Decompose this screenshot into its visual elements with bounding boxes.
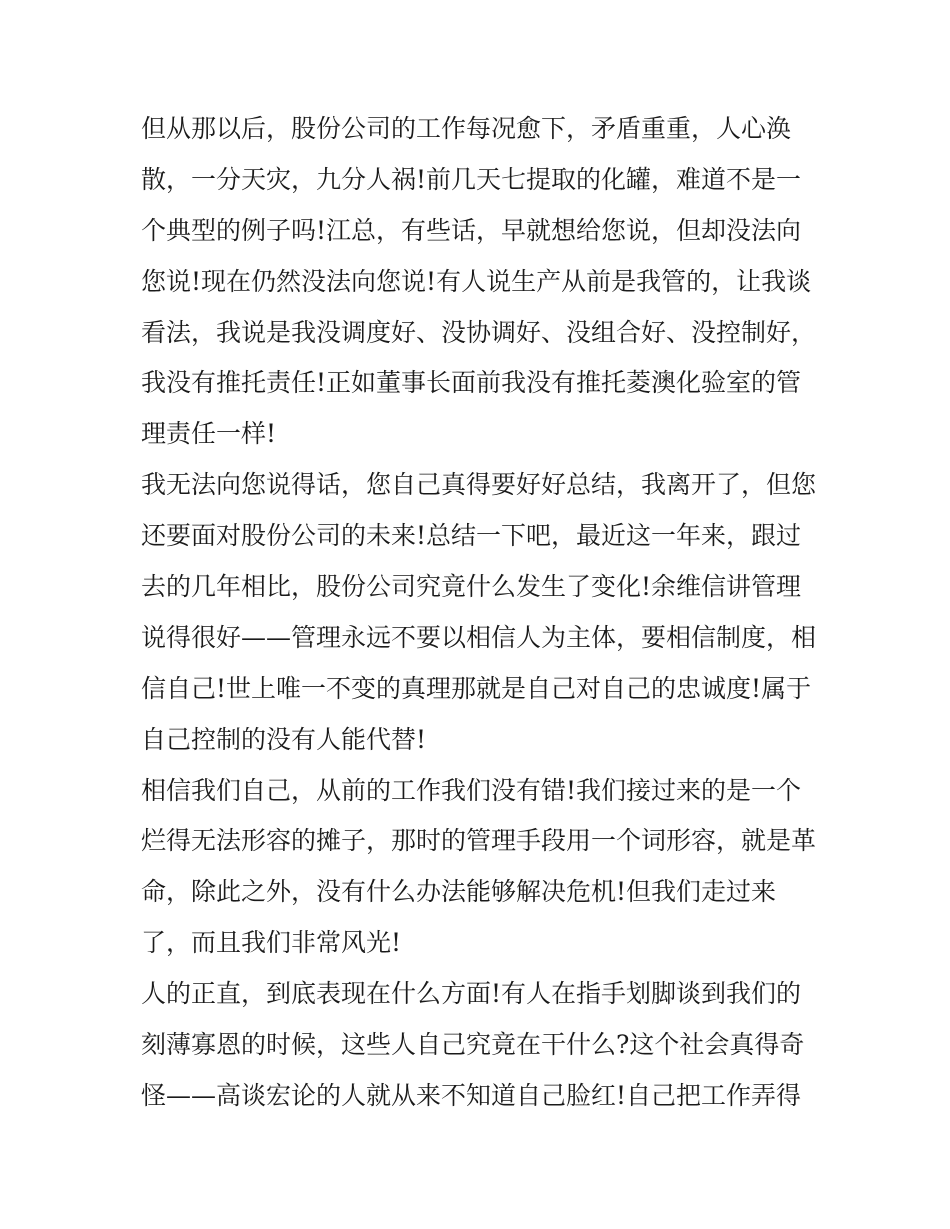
text-line: 但从那以后，股份公司的工作每况愈下，矛盾重重，人心涣: [141, 114, 792, 143]
text-line: 怪——高谈宏论的人就从来不知道自己脸红!自己把工作弄得: [141, 1080, 802, 1110]
text-line: 了，而且我们非常风光!: [141, 928, 402, 958]
text-line: 信自己!世上唯一不变的真理那就是自己对自己的忠诚度!属于: [141, 673, 812, 703]
text-line: 刻薄寡恩的时候，这些人自己究竟在干什么?这个社会真得奇: [141, 1030, 805, 1060]
text-line: 相信我们自己，从前的工作我们没有错!我们接过来的是一个: [141, 775, 802, 805]
text-line: 理责任一样!: [141, 419, 277, 449]
text-line: 人的正直，到底表现在什么方面!有人在指手划脚谈到我们的: [141, 979, 802, 1009]
text-line: 我没有推托责任!正如董事长面前我没有推托菱澳化验室的管: [141, 368, 802, 398]
text-line: 散，一分天灾，九分人祸!前几天七提取的化罐，难道不是一: [141, 164, 802, 194]
text-line: 看法，我说是我没调度好、没协调好、没组合好、没控制好，: [141, 317, 817, 347]
text-line: 您说!现在仍然没法向您说!有人说生产从前是我管的，让我谈: [141, 266, 812, 296]
text-line: 去的几年相比，股份公司究竟什么发生了变化!余维信讲管理: [141, 572, 802, 602]
text-line: 我无法向您说得话，您自己真得要好好总结，我离开了，但您: [141, 470, 817, 500]
text-line: 命，除此之外，没有什么办法能够解决危机!但我们走过来: [141, 877, 777, 907]
body-text: [141, 104, 821, 1122]
text-line: 个典型的例子吗!江总，有些话，早就想给您说，但却没法向: [141, 215, 802, 245]
text-line: 烂得无法形容的摊子，那时的管理手段用一个词形容，就是革: [141, 826, 817, 856]
text-line: 自己控制的没有人能代替!: [141, 724, 427, 754]
text-line: 说得很好——管理永远不要以相信人为主体，要相信制度，相: [141, 622, 817, 652]
text-line: 还要面对股份公司的未来!总结一下吧，最近这一年来，跟过: [141, 521, 802, 551]
